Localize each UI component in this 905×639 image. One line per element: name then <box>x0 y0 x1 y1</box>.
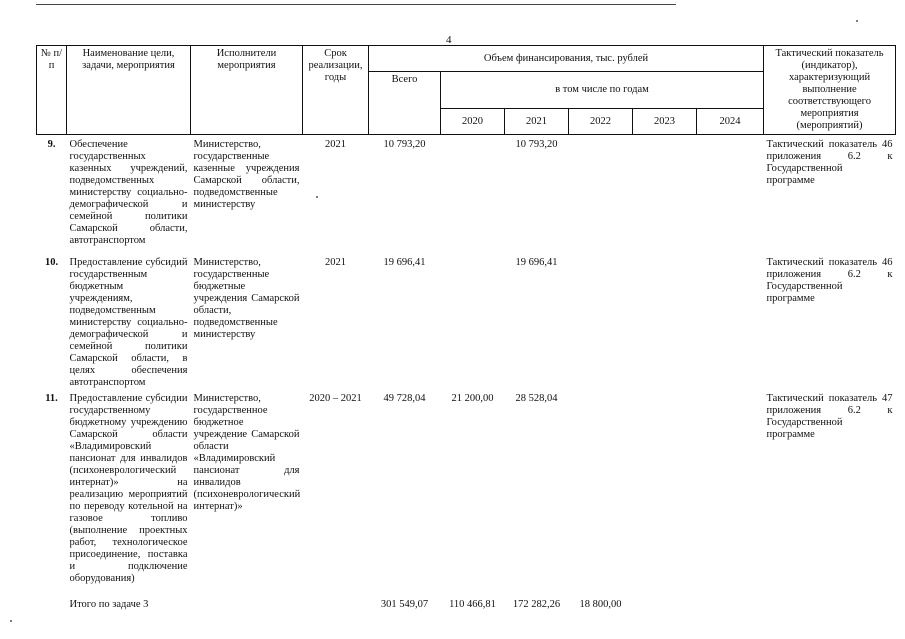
row-indicator: Тактический показатель 46 приложения 6.2 к Государственной программе <box>766 139 893 186</box>
header-funding: Объем финансирования, тыс. рублей <box>369 46 764 72</box>
row-name: Обеспечение государственных казенных учреждений, подведомственных министерству социально-демографической и семейной политики Самарской области, автотранспортом <box>69 139 188 246</box>
scan-speck <box>10 620 12 622</box>
row-term: 2020 – 2021 <box>309 392 362 404</box>
row-2020 <box>441 253 505 389</box>
row-2020 <box>441 135 505 253</box>
table-row <box>37 135 896 253</box>
header-name: Наименование цели, задачи, мероприятия <box>67 46 191 135</box>
header-executors: Исполнители мероприятия <box>191 46 303 135</box>
scan-speck <box>316 196 318 198</box>
row-term: 2021 <box>325 139 346 150</box>
page-number: 4 <box>446 34 452 46</box>
header-year-2023: 2023 <box>633 109 697 135</box>
summary-total: 301 549,07 <box>380 598 429 610</box>
scan-speck <box>856 20 858 22</box>
row-num: 11. <box>45 392 58 404</box>
header-term: Срок реализации, годы <box>303 46 369 135</box>
row-total: 10 793,20 <box>383 139 426 150</box>
row-2023 <box>633 253 697 389</box>
header-by-years: в том числе по годам <box>441 72 764 109</box>
header-year-2021: 2021 <box>505 109 569 135</box>
row-2022 <box>569 135 633 253</box>
row-2024 <box>697 135 764 253</box>
row-2020: 21 200,00 <box>451 392 494 404</box>
header-year-2024: 2024 <box>697 109 764 135</box>
header-year-2020: 2020 <box>441 109 505 135</box>
row-2022 <box>569 389 633 589</box>
top-rule <box>36 4 676 5</box>
row-executors: Министерство, государственные казенные учреждения Самарской области, подведомственные министерству <box>193 139 300 210</box>
row-total: 49 728,04 <box>383 392 426 404</box>
row-indicator: Тактический показатель 47 приложения 6.2 к Государственной программе <box>766 392 893 440</box>
summary-2024 <box>697 589 764 611</box>
row-num: 10. <box>44 256 59 268</box>
header-year-2022: 2022 <box>569 109 633 135</box>
header-total: Всего <box>369 72 441 135</box>
row-2021: 28 528,04 <box>515 392 558 404</box>
summary-2021: 172 282,26 <box>512 598 561 610</box>
row-total: 19 696,41 <box>383 256 426 268</box>
table-row <box>37 389 896 589</box>
row-num: 9. <box>47 139 56 150</box>
summary-2023 <box>633 589 697 611</box>
row-2024 <box>697 253 764 389</box>
row-2023 <box>633 389 697 589</box>
row-indicator: Тактический показатель 46 приложения 6.2 к Государственной программе <box>766 256 893 304</box>
row-executors: Министерство, государственное бюджетное учреждение Самарской области «Владимировский пансионат для инвалидов (психоневрологический интернат)» <box>193 392 301 512</box>
row-executors: Министерство, государственные бюджетные учреждения Самарской области, подведомственные министерству <box>193 256 300 340</box>
row-2021: 19 696,41 <box>515 256 558 268</box>
header-indicator: Тактический показатель (индикатор), характеризующий выполнение соответствующего мероприятия (мероприятий) <box>764 46 896 135</box>
row-name: Предоставление субсидии государственному бюджетному учреждению Самарской области «Владимировский пансионат для инвалидов (психоневрологический интернат)» на реализацию мероприятий по переводу котельной на газовое топливо (выполнение проектных работ, технологическое присоединение, поставка и подключение оборудования) <box>69 392 188 584</box>
row-name: Предоставление субсидий государственным бюджетным учреждениям, подведомственным министерству социально-демографической и семейной политики Самарской области, в целях обеспечения автотранспортом <box>69 256 188 388</box>
summary-label: Итого по задаче 3 <box>69 598 149 610</box>
summary-2022: 18 800,00 <box>579 598 622 610</box>
summary-row <box>37 589 896 611</box>
funding-table <box>36 45 896 611</box>
row-2023 <box>633 135 697 253</box>
row-2024 <box>697 389 764 589</box>
table-row <box>37 253 896 389</box>
header-num: № п/п <box>37 46 67 135</box>
row-2021: 10 793,20 <box>515 139 558 150</box>
row-term: 2021 <box>325 256 346 268</box>
row-2022 <box>569 253 633 389</box>
summary-2020: 110 466,81 <box>449 598 496 610</box>
